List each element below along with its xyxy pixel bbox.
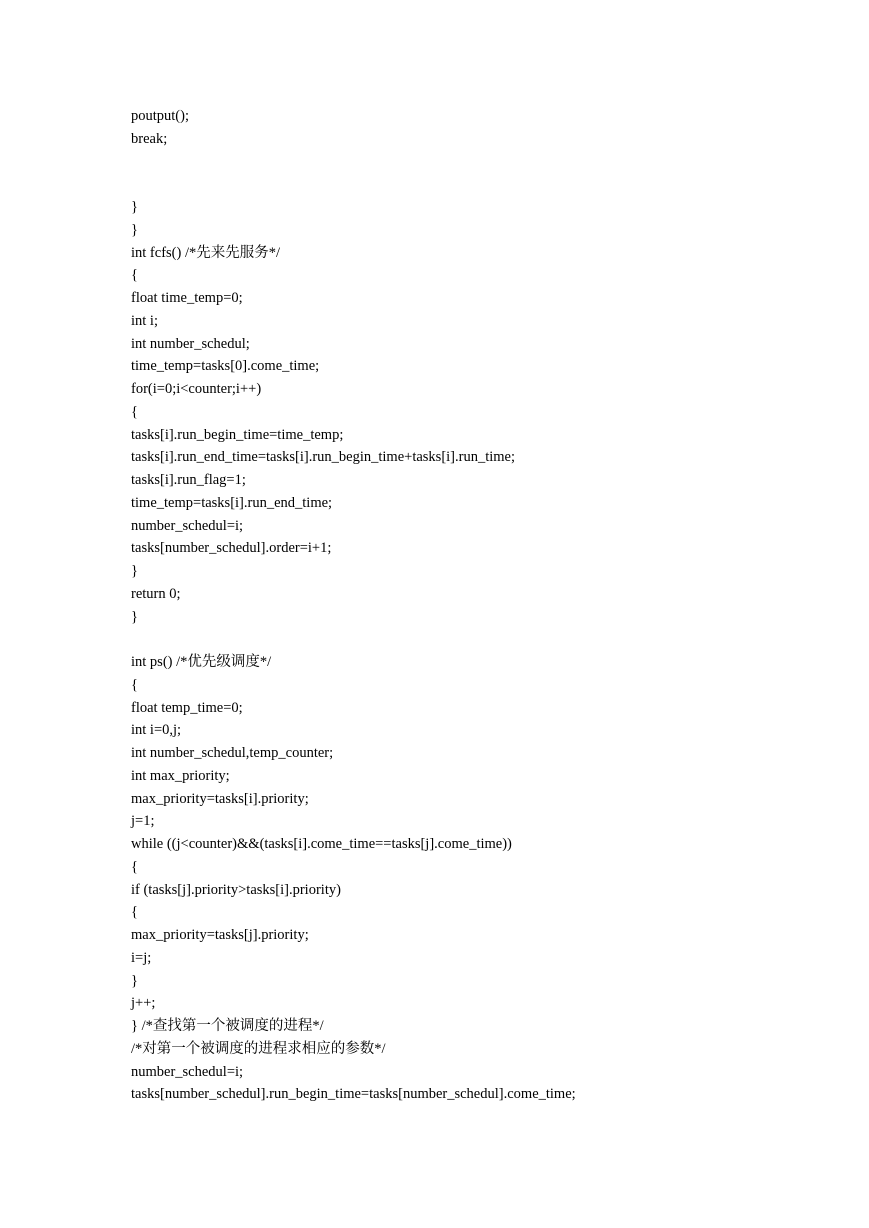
code-line: j++; bbox=[131, 995, 156, 1012]
code-line: } bbox=[131, 972, 138, 989]
blank-space bbox=[131, 628, 831, 651]
code-line: int max_priority; bbox=[131, 767, 230, 784]
code-line: { bbox=[131, 403, 138, 420]
code-line: return 0; bbox=[131, 585, 181, 602]
code-listing bbox=[131, 105, 831, 1106]
code-line: while ((j<counter)&&(tasks[i].come_time==tasks[j].come_time)) bbox=[131, 836, 512, 852]
code-line: } bbox=[131, 199, 138, 215]
code-line: tasks[number_schedul].run_begin_time=tasks[number_schedul].come_time; bbox=[131, 1086, 576, 1103]
code-line: } bbox=[131, 608, 138, 625]
code-line: max_priority=tasks[i].priority; bbox=[131, 790, 309, 807]
code-line: } bbox=[131, 221, 138, 238]
code-line: if (tasks[j].priority>tasks[i].priority) bbox=[131, 881, 341, 898]
code-line: tasks[i].run_flag=1; bbox=[131, 472, 246, 488]
code-line: tasks[i].run_begin_time=time_temp; bbox=[131, 426, 344, 443]
function-header-ps: int ps() /*优先级调度*/ bbox=[131, 654, 272, 670]
code-line: j=1; bbox=[131, 813, 155, 830]
code-line: max_priority=tasks[j].priority; bbox=[131, 927, 309, 943]
code-line: float time_temp=0; bbox=[131, 290, 243, 306]
code-line: number_schedul=i; bbox=[131, 1063, 244, 1080]
code-line: int i=0,j; bbox=[131, 722, 182, 739]
code-line: int number_schedul; bbox=[131, 335, 250, 352]
code-line: time_temp=tasks[i].run_end_time; bbox=[131, 494, 333, 511]
code-line: { bbox=[131, 858, 138, 875]
blank-space bbox=[131, 151, 831, 197]
code-line: int number_schedul,temp_counter; bbox=[131, 745, 334, 761]
code-line: } bbox=[131, 563, 138, 579]
code-line: for(i=0;i<counter;i++) bbox=[131, 381, 262, 397]
code-line: time_temp=tasks[0].come_time; bbox=[131, 358, 320, 375]
code-line: number_schedul=i; bbox=[131, 517, 244, 534]
code-line: int i; bbox=[131, 312, 158, 329]
code-line: break; bbox=[131, 130, 168, 147]
code-line: { bbox=[131, 267, 138, 284]
code-line: tasks[number_schedul].order=i+1; bbox=[131, 540, 332, 557]
code-comment: } /*查找第一个被调度的进程*/ bbox=[131, 1018, 324, 1034]
code-line: poutput(); bbox=[131, 108, 189, 124]
code-line: float temp_time=0; bbox=[131, 699, 243, 716]
code-line: i=j; bbox=[131, 949, 152, 966]
code-line: { bbox=[131, 904, 138, 921]
code-line: { bbox=[131, 676, 138, 693]
code-comment: /*对第一个被调度的进程求相应的参数*/ bbox=[131, 1040, 386, 1057]
code-line: tasks[i].run_end_time=tasks[i].run_begin_time+tasks[i].run_time; bbox=[131, 449, 516, 466]
function-header-fcfs: int fcfs() /*先来先服务*/ bbox=[131, 244, 281, 261]
